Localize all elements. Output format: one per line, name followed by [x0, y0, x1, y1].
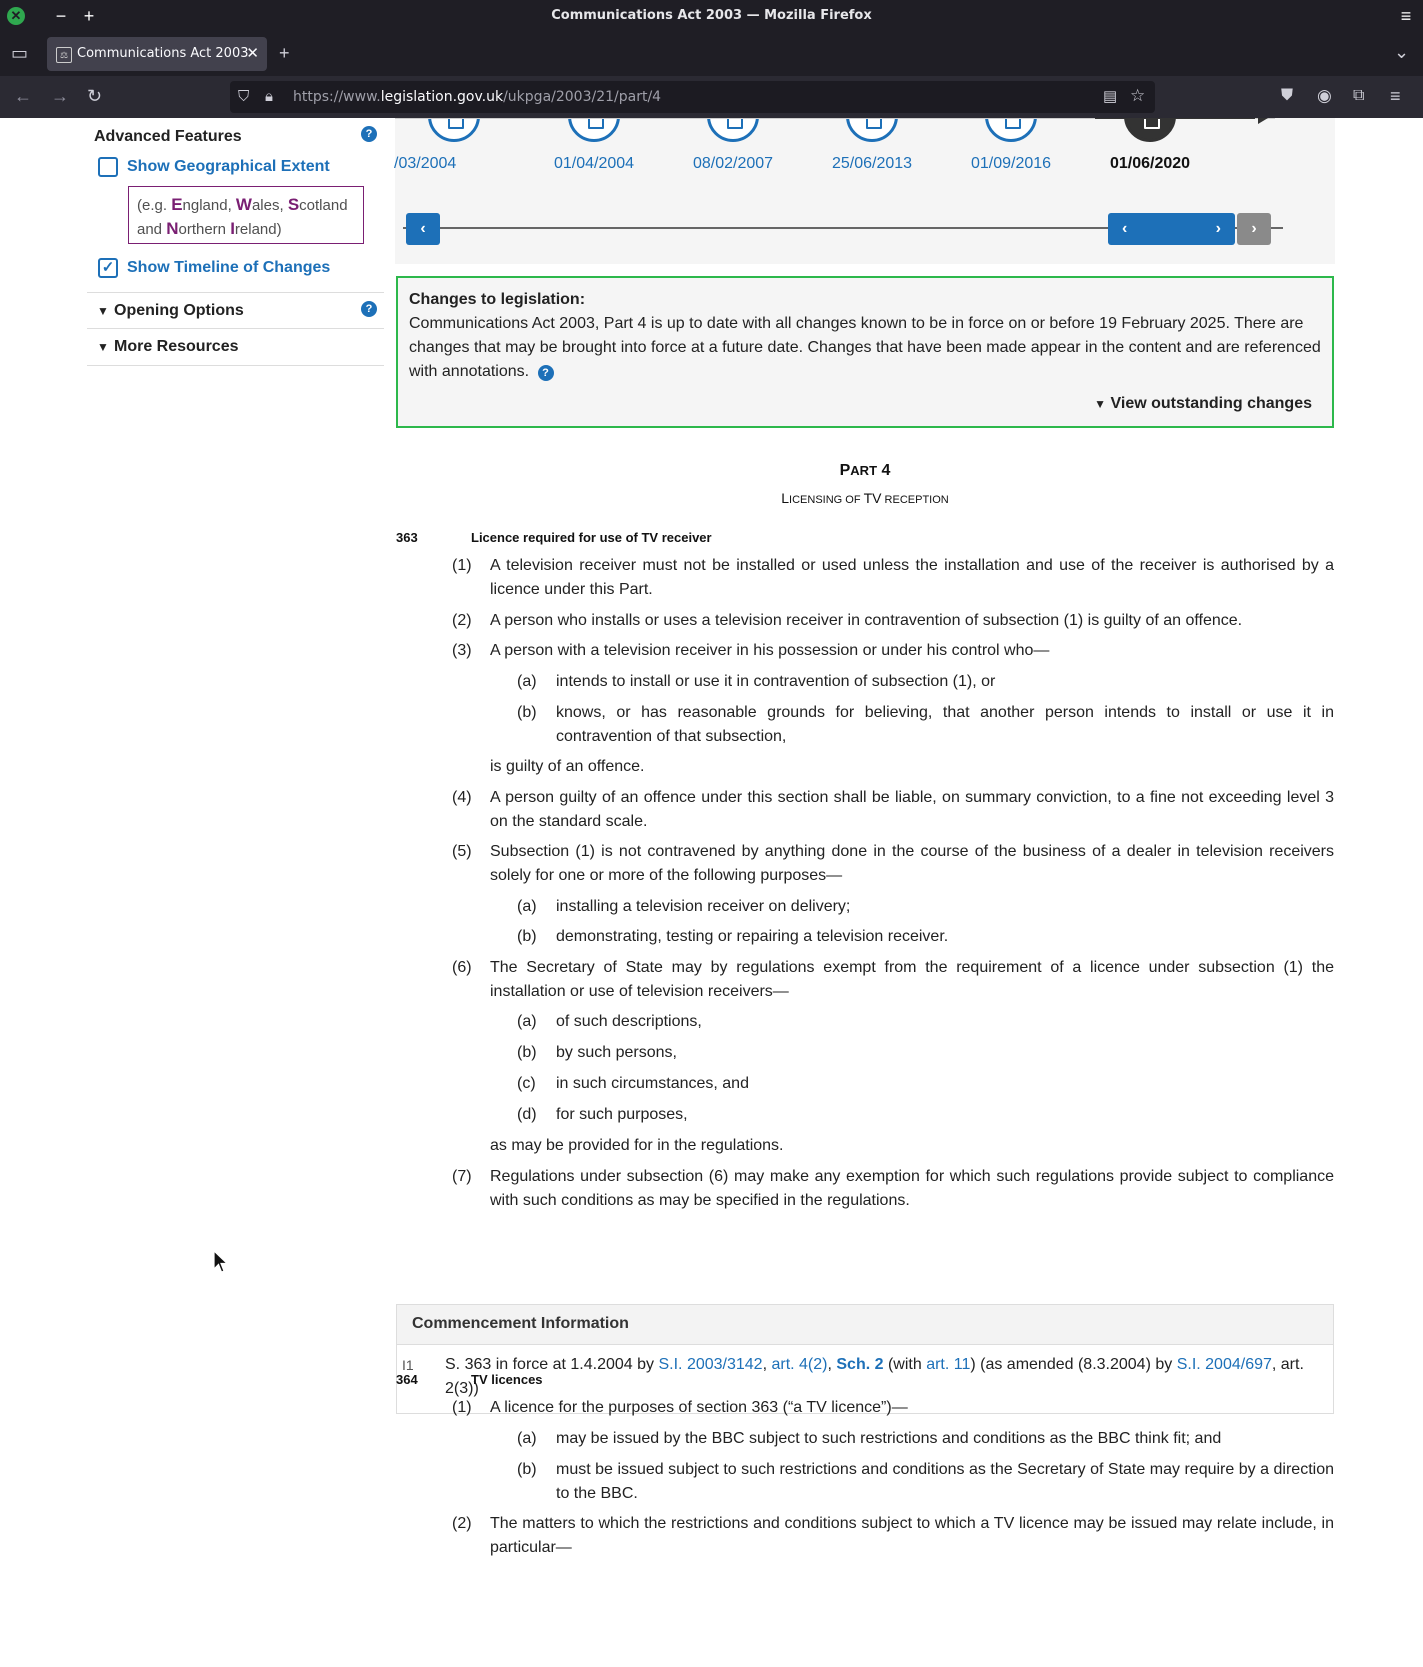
opening-options-label: Opening Options [114, 302, 244, 319]
forward-icon[interactable]: → [51, 86, 69, 106]
subsection-number: (5) [452, 843, 472, 860]
tab-communications-act[interactable] [47, 37, 267, 71]
paragraph-letter: (b) [517, 1461, 537, 1478]
schedule-link[interactable]: Sch. 2 [836, 1356, 884, 1373]
timeline-checkbox[interactable]: ✓ [98, 258, 118, 278]
site-favicon-icon: ⚖ [56, 47, 72, 63]
help-icon[interactable]: ? [361, 301, 377, 317]
timeline-point-icon[interactable] [707, 118, 759, 142]
timeline-point-icon[interactable] [846, 118, 898, 142]
document-icon [448, 118, 464, 129]
extensions-icon[interactable]: ⧉ [1353, 87, 1365, 104]
paragraph-text: installing a television receiver on delivery; [556, 898, 851, 915]
paragraph-text: of such descriptions, [556, 1013, 702, 1030]
subsection-text: A licence for the purposes of section 363 (“a TV licence”)— [490, 1399, 908, 1416]
list-all-tabs-icon[interactable]: ⌄ [1394, 42, 1410, 62]
document-icon [727, 118, 743, 129]
tab-close-icon[interactable]: ✕ [246, 45, 259, 62]
page-content [0, 118, 1423, 1667]
paragraph-text: may be issued by the BBC subject to such restrictions and conditions as the BBC think fit; and [556, 1430, 1222, 1447]
paragraph-text: knows, or has reasonable grounds for believing, that another person intends to install or use it in contravention of that subsection, [556, 704, 1334, 745]
subsection-number: (3) [452, 642, 472, 659]
section-title: TV licences [471, 1372, 543, 1387]
timeline-date-link[interactable]: /03/2004 [394, 155, 457, 172]
bookmark-star-icon[interactable]: ☆ [1130, 86, 1146, 105]
expand-triangle-icon: ▼ [97, 304, 109, 318]
paragraph-text: for such purposes, [556, 1106, 688, 1123]
paragraph-letter: (c) [517, 1075, 536, 1092]
paragraph-text: by such persons, [556, 1044, 677, 1061]
timeline-arrow-icon [1258, 118, 1268, 124]
reload-icon[interactable]: ↻ [87, 86, 103, 106]
timeline-date-link[interactable]: 01/06/2020 [1109, 155, 1191, 172]
expand-triangle-icon: ▼ [1094, 397, 1107, 411]
url-text[interactable]: https://www.legislation.gov.uk/ukpga/2003/21/part/4 [293, 89, 662, 105]
paragraph-letter: (d) [517, 1106, 537, 1123]
section-number: 363 [396, 530, 418, 545]
subsection-text: Regulations under subsection (6) may make any exemption for which such regulations provide subject to compliance with such conditions as may be specified in the regulations. [490, 1168, 1334, 1209]
article-link[interactable]: art. 11 [926, 1356, 971, 1373]
subsection-number: (1) [452, 557, 472, 574]
paragraph-text: intends to install or use it in contravention of subsection (1), or [556, 673, 996, 690]
timeline-point-icon[interactable] [428, 118, 480, 142]
window-maximize-icon[interactable]: + [83, 6, 95, 26]
paragraph-letter: (a) [517, 898, 537, 915]
timeline-date-link[interactable]: 01/09/2016 [970, 155, 1052, 172]
expand-triangle-icon: ▼ [97, 340, 109, 354]
section-number: 364 [396, 1372, 418, 1387]
window-minimize-icon[interactable]: − [55, 6, 67, 26]
more-resources-toggle[interactable] [87, 328, 384, 366]
shield-icon[interactable]: ⛉ [238, 88, 250, 105]
mouse-pointer-icon [213, 1250, 229, 1274]
timeline-current-span [1095, 118, 1255, 119]
paragraph-text: must be issued subject to such restrictions and conditions as the Secretary of State may require by a direction to the BBC. [556, 1461, 1334, 1502]
part-subtitle: LICENSING OF TV RECEPTION [781, 490, 949, 506]
timeline-scroll-right-button[interactable]: › [1237, 213, 1271, 245]
timeline-point-icon[interactable] [1124, 118, 1176, 142]
subsection-text: Subsection (1) is not contravened by anything done in the course of the business of a dealer in television receivers solely for one or more of the following purposes— [490, 843, 1334, 884]
lock-icon[interactable]: 🔒︎ [265, 88, 273, 105]
timeline-point-icon[interactable] [985, 118, 1037, 142]
paragraph-text: demonstrating, testing or repairing a television receiver. [556, 928, 949, 945]
paragraph-letter: (a) [517, 673, 537, 690]
commencement-text: S. 363 in force at 1.4.2004 by S.I. 2003/3142, art. 4(2), Sch. 2 (with art. 11) (as amended (8.3.2004) by S.I. 2004/697, art. 2(3)) [445, 1356, 1304, 1397]
timeline-date-link[interactable]: 08/02/2007 [692, 155, 774, 172]
timeline-of-changes [395, 118, 1335, 264]
paragraph-letter: (a) [517, 1430, 537, 1447]
paragraph-letter: (b) [517, 928, 537, 945]
subsection-number: (1) [452, 1399, 472, 1416]
changes-to-legislation-box [396, 276, 1334, 428]
document-icon [1144, 118, 1160, 129]
subsection-tail-text: is guilty of an offence. [490, 758, 645, 775]
account-icon[interactable]: ◉ [1317, 86, 1332, 105]
paragraph-text: in such circumstances, and [556, 1075, 749, 1092]
tab-bar [0, 32, 1423, 76]
app-menu-icon[interactable]: ≡ [1390, 86, 1401, 106]
paragraph-letter: (b) [517, 1044, 537, 1061]
si-link[interactable]: S.I. 2004/697 [1176, 1356, 1272, 1373]
advanced-features-heading: Advanced Features [94, 128, 242, 145]
paragraph-letter: (b) [517, 704, 537, 721]
timeline-date-link[interactable]: 01/04/2004 [553, 155, 635, 172]
window-titlebar [0, 0, 1423, 32]
changes-body: Communications Act 2003, Part 4 is up to date with all changes known to be in force on or before 19 February 2025. There are changes that may be brought into force at a future date. Changes that have been made appear in the content and are referenced with annotations. [409, 315, 1321, 380]
back-icon[interactable]: ← [14, 86, 32, 106]
geo-extent-checkbox[interactable] [98, 157, 118, 177]
subsection-number: (6) [452, 959, 472, 976]
subsection-text: A person who installs or uses a television receiver in contravention of subsection (1) is guilty of an offence. [490, 612, 1243, 629]
subsection-text: A person guilty of an offence under this section shall be liable, on summary conviction, to a fine not exceeding level 3 on the standard scale. [490, 789, 1334, 830]
window-title: Communications Act 2003 — Mozilla Firefox [551, 8, 872, 23]
subsection-number: (7) [452, 1168, 472, 1185]
subsection-text: A person with a television receiver in his possession or under his control who— [490, 642, 1050, 659]
changes-heading: Changes to legislation: [409, 291, 586, 308]
new-tab-icon[interactable]: + [279, 43, 290, 63]
help-icon[interactable]: ? [538, 365, 554, 381]
timeline-scroll-left-button[interactable]: ‹ [406, 213, 440, 245]
subsection-number: (2) [452, 612, 472, 629]
document-icon [1005, 118, 1021, 129]
commencement-heading: Commencement Information [397, 1305, 1333, 1345]
subsection-text: The matters to which the restrictions and conditions subject to which a TV licence may be issued may relate include, in particular— [490, 1515, 1334, 1556]
si-link[interactable]: S.I. 2003/3142 [658, 1356, 763, 1373]
part-title: PART 4 [839, 462, 891, 479]
reader-view-icon[interactable]: ▤ [1103, 88, 1118, 105]
view-outstanding-changes-toggle[interactable]: ▼ View outstanding changes [1094, 395, 1312, 412]
subsection-text: A television receiver must not be installed or used unless the installation and use of the receiver is authorised by a licence under this Part. [490, 557, 1334, 598]
document-icon [866, 118, 882, 129]
window-close-icon[interactable]: ✕ [7, 7, 25, 25]
subsection-text: The Secretary of State may by regulations exempt from the requirement of a licence under subsection (1) the installation or use of television receivers— [490, 959, 1334, 1000]
timeline-date-link[interactable]: 25/06/2013 [831, 155, 913, 172]
timeline-point-icon[interactable] [568, 118, 620, 142]
timeline-scroll-thumb[interactable]: ‹ › [1108, 213, 1235, 245]
navigation-toolbar [0, 76, 1423, 118]
window-menu-icon[interactable]: ≡ [1400, 6, 1412, 26]
show-timeline-label[interactable]: Show Timeline of Changes [127, 259, 331, 276]
paragraph-letter: (a) [517, 1013, 537, 1030]
subsection-tail-text: as may be provided for in the regulations. [490, 1137, 784, 1154]
address-bar[interactable] [230, 81, 1155, 113]
opening-options-toggle[interactable] [87, 292, 384, 329]
tab-list-icon[interactable]: ▭ [11, 43, 29, 63]
article-link[interactable]: art. 4(2) [771, 1356, 828, 1373]
more-resources-label: More Resources [114, 338, 239, 355]
show-geo-extent-label[interactable]: Show Geographical Extent [127, 158, 330, 175]
subsection-number: (2) [452, 1515, 472, 1532]
section-title: Licence required for use of TV receiver [471, 530, 712, 545]
geo-extent-example: (e.g. England, Wales, Scotland and Northern Ireland) [128, 186, 364, 244]
help-icon[interactable]: ? [361, 126, 377, 142]
subsection-number: (4) [452, 789, 472, 806]
pocket-icon[interactable]: ⛊ [1281, 87, 1294, 104]
tab-label: Communications Act 2003 [77, 46, 249, 61]
document-icon [588, 118, 604, 129]
annotation-tag: I1 [402, 1357, 414, 1373]
